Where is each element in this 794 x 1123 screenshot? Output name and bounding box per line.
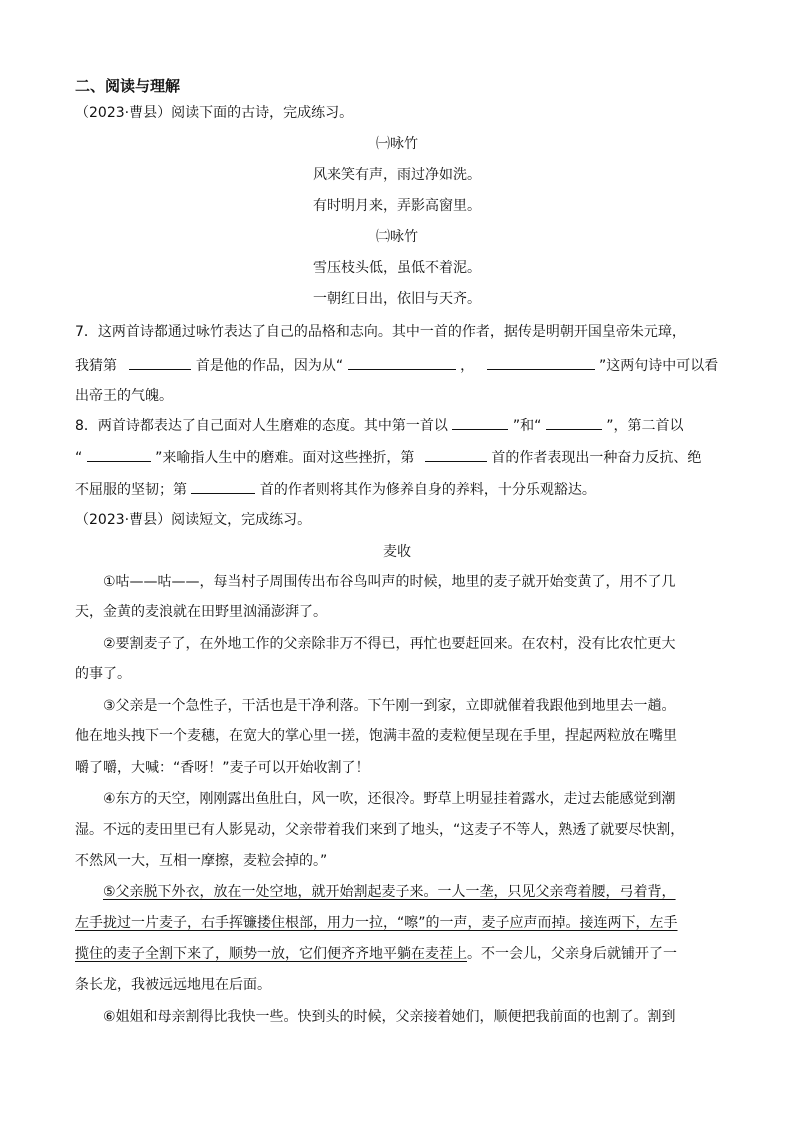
essay-p6-line1: ⑥姐姐和母亲割得比我快一些。快到头的时候，父亲接着她们，顺便把我前面的也割了。割到 [103,1009,676,1025]
q7-blank-poem-number[interactable] [129,354,191,370]
q7-text-d: ”这两句诗中可以看 [598,358,719,374]
q7-blank-verse2[interactable] [487,354,595,370]
q8-blank-poem-a[interactable] [425,446,487,462]
essay-p4-line1: ④东方的天空，刚刚露出鱼肚白，风一吹，还很冷。野草上明显挂着露水，走过去能感觉到潮 [103,791,676,807]
essay-p2-line1: ②要割麦子了，在外地工作的父亲除非万不得已，再忙也要赶回来。在农村，没有比农忙更大 [103,636,676,652]
essay-p3-line2: 他在地头拽下一个麦穗，在宽大的掌心里一搓，饱满丰盈的麦粒便呈现在手里，捏起两粒放在嘴里 [75,728,677,744]
q8-text-2c: 首的作者表现出一种奋力反抗、绝 [491,450,702,466]
poem2-line2: 一朝红日出，依旧与天齐。 [313,291,481,307]
q7-line3: 出帝王的气魄。 [75,388,173,404]
essay-p5-underlined-sentence: 揽住的麦子全割下来了，顺势一放，它们便齐齐地平躺在麦茬上 [75,946,467,962]
q8-line1 [75,414,684,436]
poem1-title: ㈠咏竹 [376,136,418,152]
q8-text-2a: “ [75,450,83,466]
essay-p1-line1: ①咕——咕——，每当村子周围传出布谷鸟叫声的时候，地里的麦子就开始变黄了，用不了几 [103,574,676,590]
poem2-line1: 雪压枝头低，虽低不着泥。 [313,260,481,276]
q7-line1: 7．这两首诗都通过咏竹表达了自己的品格和志向。其中一首的作者，据传是明朝开国皇帝朱元璋， [75,324,686,340]
essay-p1-line2: 天，金黄的麦浪就在田野里汹涌澎湃了。 [75,604,327,620]
q7-line2 [75,354,718,376]
essay-p5-line1: ⑤父亲脱下外衣，放在一处空地，就开始割起麦子来。一人一垄，只见父亲弯着腰，弓着背， [103,884,676,900]
essay-title: 麦收 [383,544,411,560]
essay-p5-line3 [75,944,677,964]
q8-blank-image3[interactable] [87,446,151,462]
q8-blank-image2[interactable] [546,414,602,430]
essay-p3-line1: ③父亲是一个急性子，干活也是干净利落。下午刚一到家，立即就催着我跟他到地里去一趟。 [103,698,676,714]
essay-p4-line2: 湿。不远的麦田里已有人影晃动，父亲带着我们来到了地头，“这麦子不等人，熟透了就要尽快割， [75,822,685,838]
section-heading: 二、阅读与理解 [75,77,181,95]
q7-text-a: 我猜第 [75,358,117,374]
essay-p5-line2: 左手拢过一片麦子，右手挥镰搂住根部，用力一拉，“嚓”的一声，麦子应声而掉。接连两下，左手 [75,915,678,931]
q7-text-c: ， [460,358,475,374]
q8-text-1b: ”和“ [512,418,542,434]
q8-text-3a: 不屈服的坚韧；第 [75,482,187,498]
poem1-line2: 有时明月来，弄影高窗里。 [313,198,481,214]
q8-text-1a: 8．两首诗都表达了自己面对人生磨难的态度。其中第一首以 [75,418,448,434]
q8-line2 [75,446,701,468]
essay-p4-line3: 不然风一大，互相一摩擦，麦粒会掉的。” [75,853,328,869]
q7-text-b: 首是他的作品，因为从“ [195,358,344,374]
q7-blank-verse1[interactable] [348,354,456,370]
essay-p2-line2: 的事了。 [75,666,131,682]
q8-blank-poem-b[interactable] [191,478,255,494]
q8-text-1c: ”，第二首以 [606,418,684,434]
q8-blank-image1[interactable] [452,414,508,430]
poem-intro: （2023·曹县）阅读下面的古诗，完成练习。 [75,105,354,121]
essay-p5-line4: 条长龙，我被远远地甩在后面。 [75,977,271,993]
essay-p5-line3-rest: 。不一会儿，父亲身后就铺开了一 [467,946,677,962]
essay-intro: （2023·曹县）阅读短文，完成练习。 [75,512,312,528]
q8-text-2b: ”来喻指人生中的磨难。面对这些挫折，第 [155,450,415,466]
q8-text-3b: 首的作者则将其作为修养自身的养料，十分乐观豁达。 [259,482,596,498]
q8-line3 [75,478,596,500]
essay-p3-line3: 嚼了嚼，大喊：“香呀！”麦子可以开始收割了！ [75,760,370,776]
poem2-title: ㈡咏竹 [376,229,418,245]
poem1-line1: 风来笑有声，雨过净如洗。 [313,167,481,183]
